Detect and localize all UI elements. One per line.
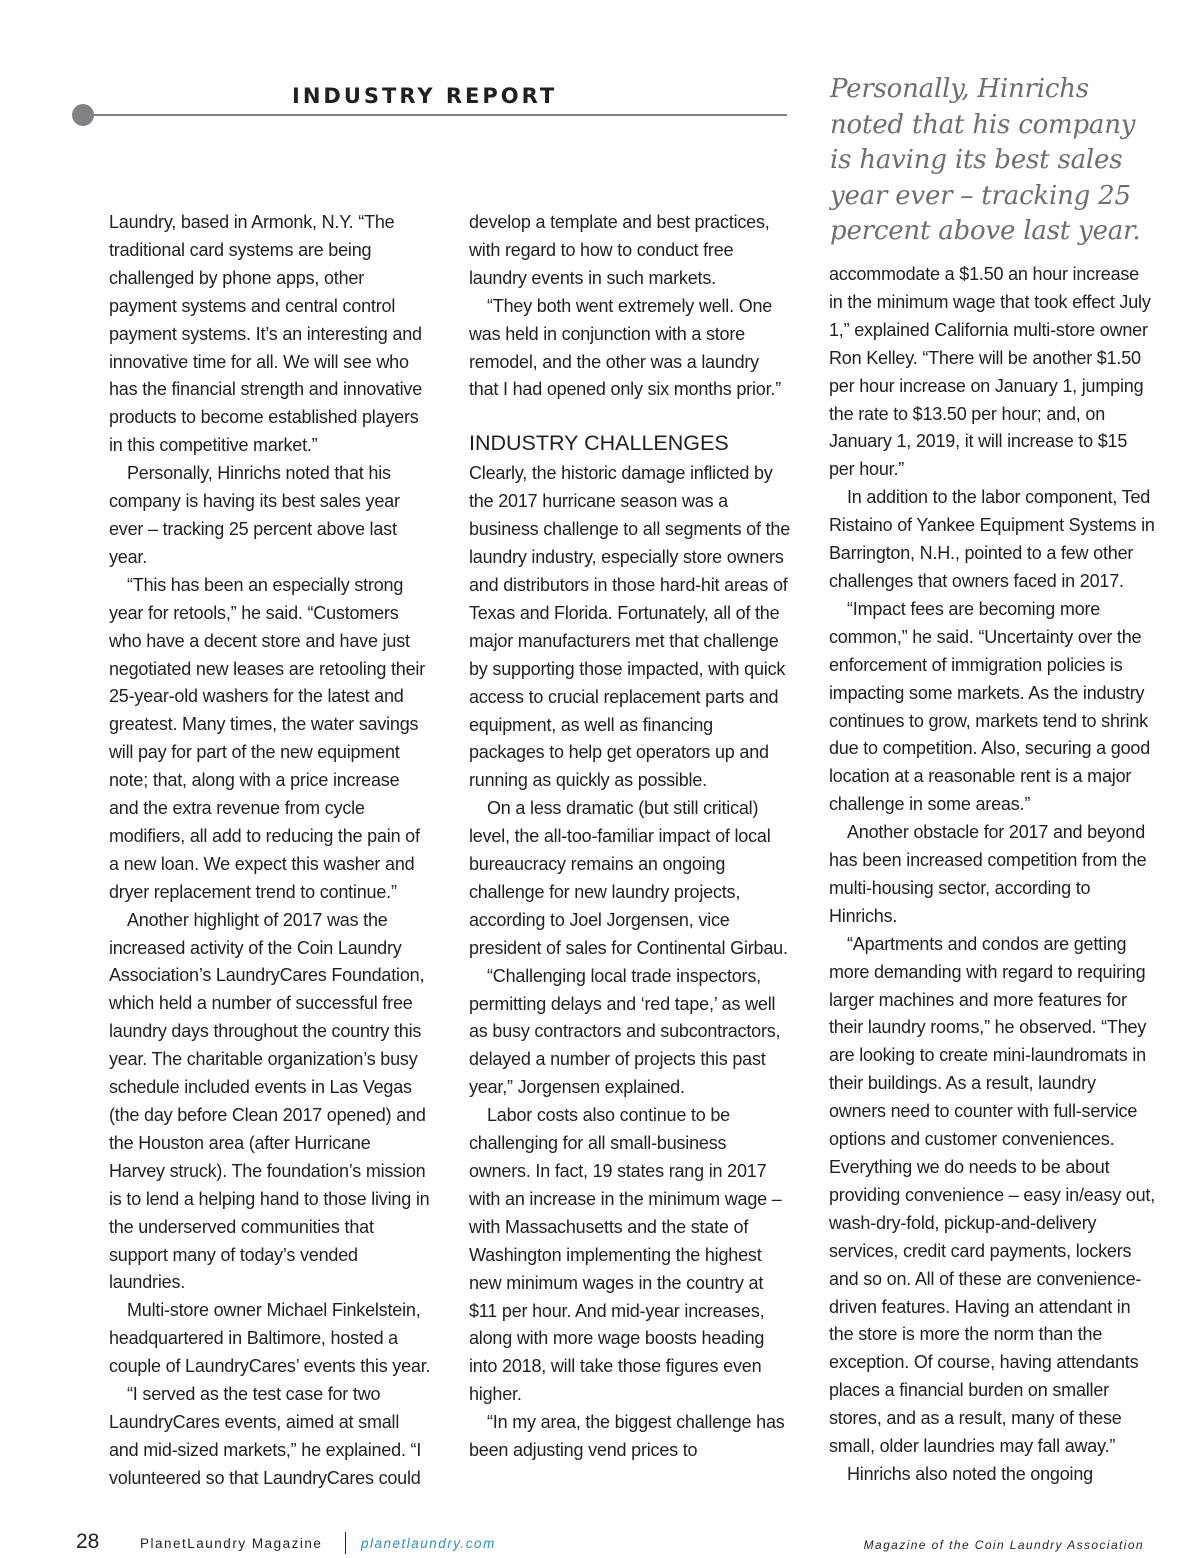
website-link[interactable]: planetlaundry.com [361, 1536, 496, 1551]
paragraph: accommodate a $1.50 an hour increase in the minimum wage that took effect July 1,” explained California multi-store owner Ron Kelley. “There will be another $1.50 per hour increase on January 1, jumping the rate to $13.50 per hour; and, on January 1, 2019, it will increase to $15 per hour.” [829, 264, 1151, 480]
paragraph: “They both went extremely well. One was held in conjunction with a store remodel, and the other was a laundry that I had opened only six months prior.” [469, 295, 781, 400]
paragraph: “Impact fees are becoming more common,” he said. “Uncertainty over the enforcement of immigration policies is impacting some markets. As the industry continues to grow, markets tend to shrink due to competition. Also, securing a good location at a reasonable rent is a major challenge in some areas.” [829, 598, 1151, 815]
paragraph: “In my area, the biggest challenge has been adjusting vend prices to [469, 1412, 785, 1461]
paragraph: In addition to the labor component, Ted Ristaino of Yankee Equipment Systems in Barrington, N.H., pointed to a few other challenges that owners faced in 2017. [829, 487, 1155, 591]
paragraph: Another highlight of 2017 was the increased activity of the Coin Laundry Association’s LaundryCares Foundation, which held a number of successful free laundry days throughout the country this year. The charitable organization’s busy schedule included events in Las Vegas (the day before Clean 2017 opened) and the Houston area (after Hurricane Harvey struck). The foundation’s mission is to lend a helping hand to those living in the underserved communities that support many of today’s vended laundries. [109, 909, 430, 1293]
paragraph: Personally, Hinrichs noted that his company is having its best sales year ever – tracking 25 percent above last year. [109, 463, 400, 567]
footer-separator [345, 1532, 346, 1554]
paragraph: “Challenging local trade inspectors, permitting delays and ‘red tape,’ as well as busy contractors and subcontractors, delayed a number of projects this past year,” Jorgensen explained. [469, 965, 781, 1098]
paragraph: Labor costs also continue to be challenging for all small-business owners. In fact, 19 states rang in 2017 with an increase in the minimum wage – with Massachusetts and the state of Washington implementing the highest new minimum wages in the country at $11 per hour. And mid-year increases, along with more wage boosts heading into 2018, will take those figures even higher. [469, 1105, 782, 1405]
paragraph: Hinrichs also noted the ongoing [847, 1463, 1093, 1484]
column-3 [829, 261, 1155, 1489]
paragraph: “This has been an especially strong year for retools,” he said. “Customers who have a decent store and have just negotiated new leases are retooling their 25-year-old washers for the latest and greatest. Many times, the water savings will pay for part of the new equipment note; that, along with a price increase and the extra revenue from cycle modifiers, all add to reducing the pain of a new loan. We expect this washer and dryer replacement trend to continue.” [109, 574, 426, 902]
page-number: 28 [76, 1530, 100, 1553]
paragraph: Another obstacle for 2017 and beyond has been increased competition from the multi-housing sector, according to Hinrichs. [829, 822, 1147, 926]
column-2 [469, 209, 791, 1465]
paragraph: Multi-store owner Michael Finkelstein, headquartered in Baltimore, hosted a couple of LaundryCares’ events this year. [109, 1300, 431, 1377]
paragraph: Laundry, based in Armonk, N.Y. “The traditional card systems are being challenged by phone apps, other payment systems and central control payment systems. It’s an interesting and innovative time for all. We will see who has the financial strength and innovative products to become established players in this competitive market.” [109, 212, 423, 456]
paragraph: Clearly, the historic damage inflicted by the 2017 hurricane season was a business challenge to all segments of the laundry industry, especially store owners and distributors in those hard-hit areas of Texas and Florida. Fortunately, all of the major manufacturers met that challenge by supporting those impacted, with quick access to crucial replacement parts and equipment, as well as financing packages to help get operators up and running as quickly as possible. [469, 463, 791, 791]
column-1 [109, 209, 431, 1493]
association-tagline: Magazine of the Coin Laundry Association [863, 1538, 1144, 1552]
paragraph: “I served as the test case for two LaundryCares events, aimed at small and mid-sized markets,” he explained. “I volunteered so that LaundryCares could [109, 1384, 422, 1488]
paragraph: develop a template and best practices, with regard to how to conduct free laundry events in such markets. [469, 212, 770, 288]
magazine-name: PlanetLaundry Magazine [140, 1536, 323, 1551]
paragraph: On a less dramatic (but still critical) level, the all-too-familiar impact of local bureaucracy remains an ongoing challenge for new laundry projects, according to Joel Jorgensen, vice president of sales for Continental Girbau. [469, 798, 788, 958]
section-label: INDUSTRY REPORT [292, 84, 558, 108]
subhead: INDUSTRY CHALLENGES [469, 431, 729, 456]
header-rule [82, 114, 787, 116]
paragraph: “Apartments and condos are getting more demanding with regard to requiring larger machines and more features for their laundry rooms,” he observed. “They are looking to create mini-laundromats in their buildings. As a result, laundry owners need to counter with full-service options and customer conveniences. Everything we do needs to be about providing convenience – easy in/easy out, wash-dry-fold, pickup-and-delivery services, credit card payments, lockers and so on. All of these are convenience-driven features. Having an attendant in the store is more the norm than the exception. Of course, having attendants places a financial burden on smaller stores, and as a result, many of these small, older laundries may fall away.” [829, 933, 1156, 1457]
pull-quote: Personally, Hinrichs noted that his company is having its best sales year ever – tracking 25 percent above last year. [830, 74, 1141, 246]
